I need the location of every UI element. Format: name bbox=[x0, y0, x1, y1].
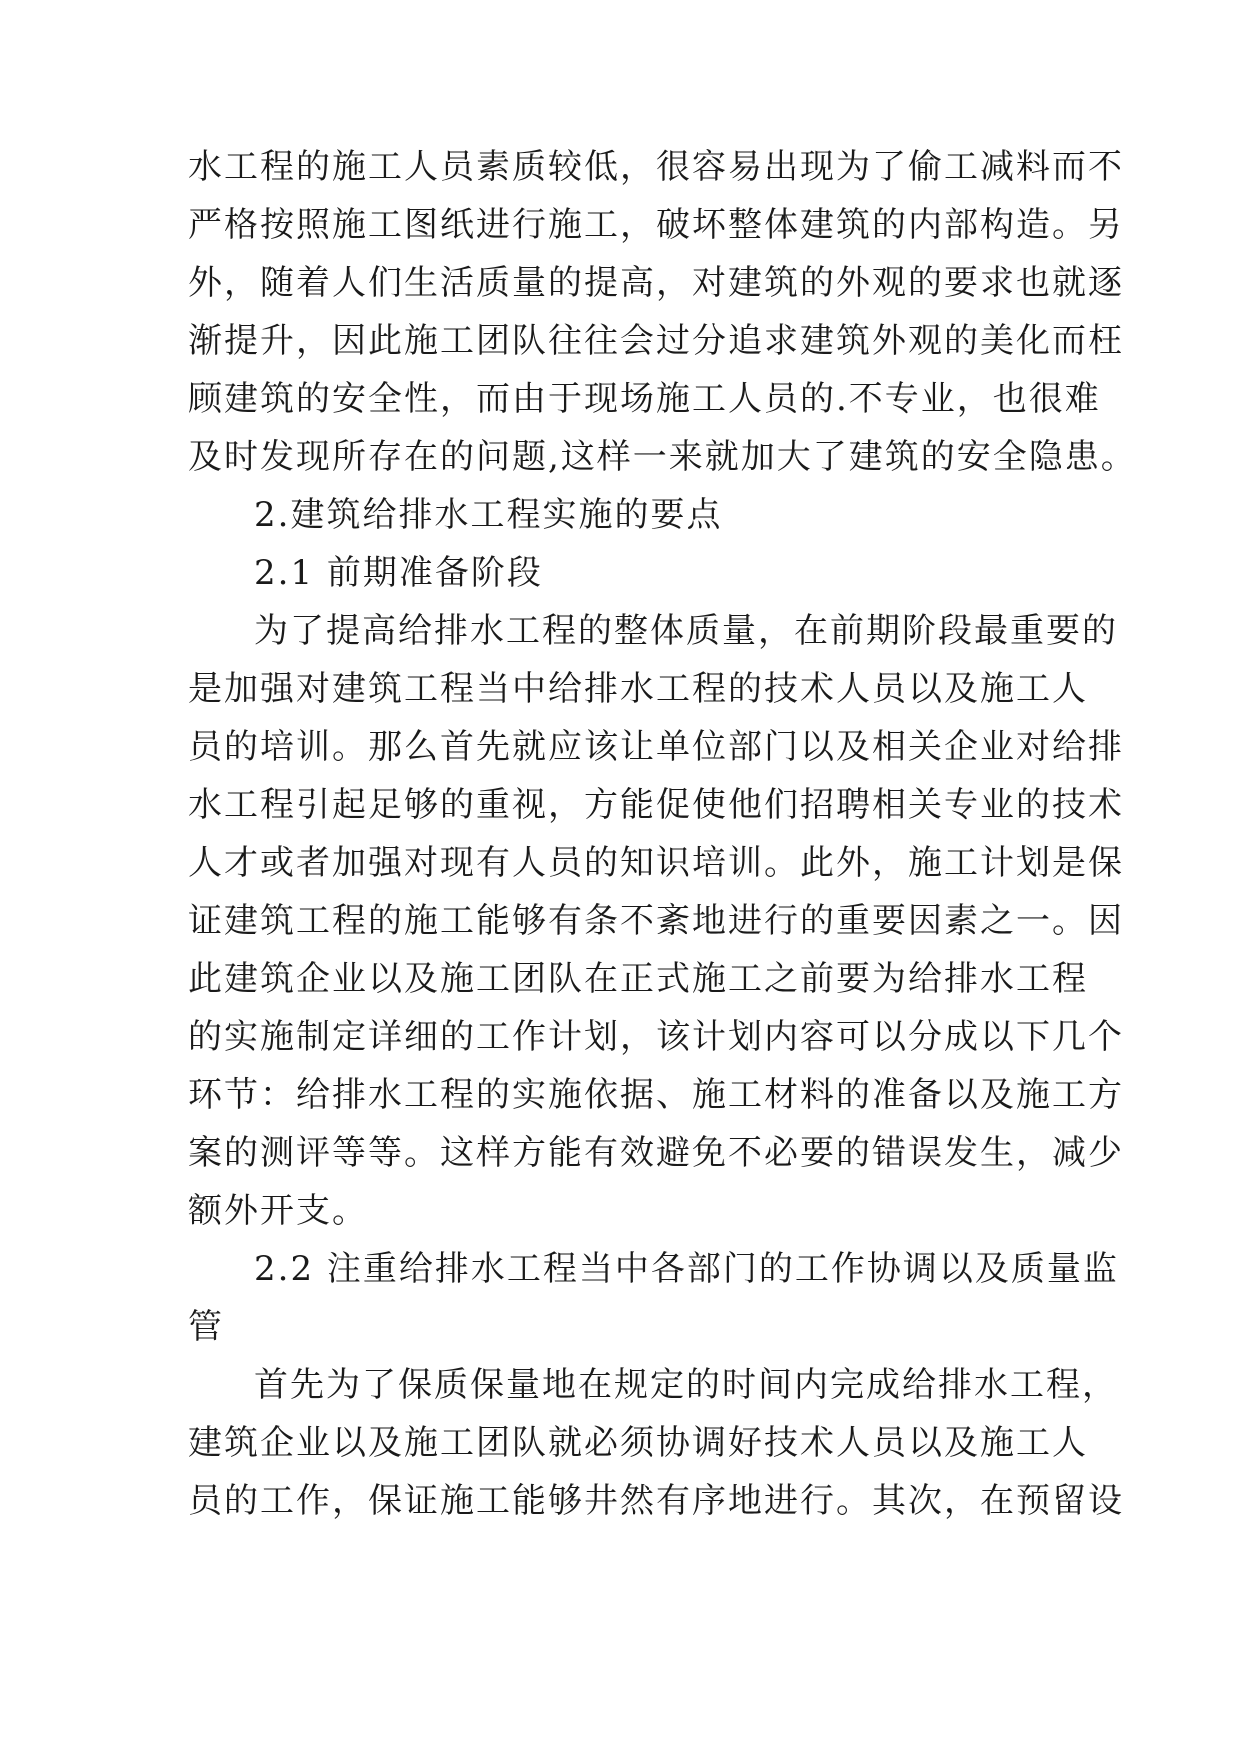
paragraph-line: 此建筑企业以及施工团队在正式施工之前要为给排水工程 bbox=[188, 959, 1088, 999]
paragraph-line: 水工程引起足够的重视，方能促使他们招聘相关专业的技术 bbox=[188, 785, 1124, 825]
paragraph-line: 案的测评等等。这样方能有效避免不必要的错误发生，减少 bbox=[188, 1133, 1124, 1173]
paragraph-line: 额外开支。 bbox=[188, 1191, 368, 1231]
subsection-heading: 2.1 前期准备阶段 bbox=[254, 553, 543, 593]
paragraph-line: 的实施制定详细的工作计划，该计划内容可以分成以下几个 bbox=[188, 1017, 1124, 1057]
paragraph-line: 外，随着人们生活质量的提高，对建筑的外观的要求也就逐 bbox=[188, 263, 1124, 303]
paragraph-line: 首先为了保质保量地在规定的时间内完成给排水工程， bbox=[254, 1365, 1118, 1405]
paragraph-line: 是加强对建筑工程当中给排水工程的技术人员以及施工人 bbox=[188, 669, 1088, 709]
paragraph-line: 及时发现所存在的问题,这样一来就加大了建筑的安全隐患。 bbox=[188, 437, 1137, 477]
paragraph-line: 水工程的施工人员素质较低，很容易出现为了偷工减料而不 bbox=[188, 147, 1124, 187]
subsection-heading-continued: 管 bbox=[188, 1307, 224, 1347]
paragraph-line: 顾建筑的安全性，而由于现场施工人员的.不专业，也很难 bbox=[188, 379, 1101, 419]
paragraph-line: 员的培训。那么首先就应该让单位部门以及相关企业对给排 bbox=[188, 727, 1124, 767]
paragraph-line: 为了提高给排水工程的整体质量，在前期阶段最重要的 bbox=[254, 611, 1118, 651]
subsection-heading: 2.2 注重给排水工程当中各部门的工作协调以及质量监 bbox=[254, 1249, 1119, 1289]
paragraph-line: 环节：给排水工程的实施依据、施工材料的准备以及施工方 bbox=[188, 1075, 1124, 1115]
paragraph-line: 证建筑工程的施工能够有条不紊地进行的重要因素之一。因 bbox=[188, 901, 1124, 941]
paragraph-line: 员的工作，保证施工能够井然有序地进行。其次，在预留设 bbox=[188, 1481, 1124, 1521]
paragraph-line: 渐提升，因此施工团队往往会过分追求建筑外观的美化而枉 bbox=[188, 321, 1124, 361]
paragraph-line: 严格按照施工图纸进行施工，破坏整体建筑的内部构造。另 bbox=[188, 205, 1124, 245]
paragraph-line: 人才或者加强对现有人员的知识培训。此外，施工计划是保 bbox=[188, 843, 1124, 883]
section-heading: 2.建筑给排水工程实施的要点 bbox=[254, 495, 723, 535]
paragraph-line: 建筑企业以及施工团队就必须协调好技术人员以及施工人 bbox=[188, 1423, 1088, 1463]
